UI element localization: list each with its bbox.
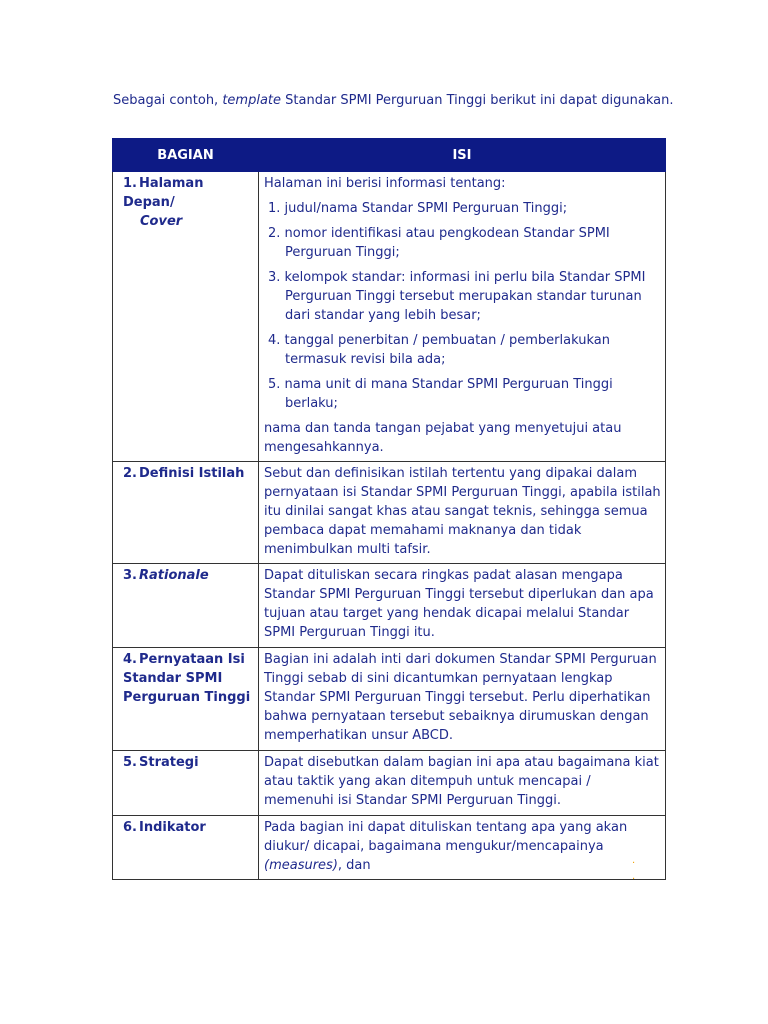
section-number: 3. [123, 568, 137, 583]
content-cell-cover [259, 172, 666, 462]
header-isi: ISI [259, 139, 666, 172]
section-cell-indikator [113, 816, 259, 880]
list-item: 3. kelompok standar: informasi ini perlu bila Standar SPMI Perguruan Tinggi tersebut merupakan standar turunan dari standar yang lebih besar; [268, 270, 646, 323]
table-row [113, 564, 666, 648]
header-bagian: BAGIAN [113, 139, 259, 172]
section-cell-rationale [113, 564, 259, 648]
standard-template-table [112, 138, 666, 880]
content-text: Pada bagian ini dapat dituliskan tentang apa yang akan diukur/ dicapai, bagaimana mengukur/mencapainya [264, 820, 628, 854]
list-item: 1. judul/nama Standar SPMI Perguruan Tinggi; [268, 201, 568, 216]
list-item: 5. nama unit di mana Standar SPMI Perguruan Tinggi berlaku; [268, 377, 613, 411]
intro-italic-word: template [222, 93, 282, 108]
table-row [113, 172, 666, 462]
section-label: Pernyataan Isi Standar SPMI Perguruan Tinggi [123, 652, 251, 705]
section-cell-strategi [113, 751, 259, 816]
section-cell-pernyataan [113, 648, 259, 751]
intro-sentence [113, 93, 673, 108]
section-number: 4. [123, 652, 137, 667]
section-label: Strategi [139, 755, 199, 770]
section-number: 5. [123, 755, 137, 770]
table-row [113, 816, 666, 880]
intro-text-start: Sebagai contoh, [113, 93, 223, 108]
table-header-row [113, 139, 666, 172]
content-text-end: , dan [337, 858, 371, 873]
section-label: Indikator [139, 820, 206, 835]
content-lead: Halaman ini berisi informasi tentang: [264, 176, 506, 191]
intro-text-end: Standar SPMI Perguruan Tinggi berikut ini dapat digunakan. [281, 93, 674, 108]
section-label: Halaman Depan/ [123, 176, 204, 210]
cover-info-list [264, 199, 661, 413]
table-row [113, 751, 666, 816]
decorative-dots: . . [632, 855, 636, 882]
section-number: 1. [123, 176, 137, 191]
section-number: 6. [123, 820, 137, 835]
content-cell-strategi: Dapat disebutkan dalam bagian ini apa atau bagaimana kiat atau taktik yang akan ditempuh untuk mencapai / memenuhi isi Standar SPMI Perguruan Tinggi. [259, 751, 666, 816]
content-cell-rationale: Dapat dituliskan secara ringkas padat alasan mengapa Standar SPMI Perguruan Tinggi tersebut diperlukan dan apa tujuan atau target yang hendak dicapai melalui Standar SPMI Perguruan Tinggi itu. [259, 564, 666, 648]
content-tail: nama dan tanda tangan pejabat yang menyetujui atau mengesahkannya. [264, 421, 622, 455]
section-cell-definisi [113, 462, 259, 564]
table-row [113, 462, 666, 564]
table-row [113, 648, 666, 751]
list-item: 2. nomor identifikasi atau pengkodean Standar SPMI Perguruan Tinggi; [268, 226, 610, 260]
section-label: Definisi Istilah [139, 466, 245, 481]
content-cell-definisi: Sebut dan definisikan istilah tertentu yang dipakai dalam pernyataan isi Standar SPMI Perguruan Tinggi, apabila istilah itu dinilai sangat khas atau sangat teknis, sehingga semua pembaca dapat memahami maknanya dan tidak menimbulkan multi tafsir. [259, 462, 666, 564]
section-number: 2. [123, 466, 137, 481]
content-cell-pernyataan: Bagian ini adalah inti dari dokumen Standar SPMI Perguruan Tinggi sebab di sini dicantumkan pernyataan lengkap Standar SPMI Perguruan Tinggi tersebut. Perlu diperhatikan bahwa pernyataan tersebut sebaiknya dirumuskan dengan memperhatikan unsur ABCD. [259, 648, 666, 751]
section-label: Rationale [139, 568, 209, 583]
section-label-italic: Cover [140, 214, 183, 229]
content-italic: (measures) [264, 858, 338, 873]
list-item: 4. tanggal penerbitan / pembuatan / pemberlakukan termasuk revisi bila ada; [268, 333, 610, 367]
section-cell-cover [113, 172, 259, 462]
content-cell-indikator [259, 816, 666, 880]
